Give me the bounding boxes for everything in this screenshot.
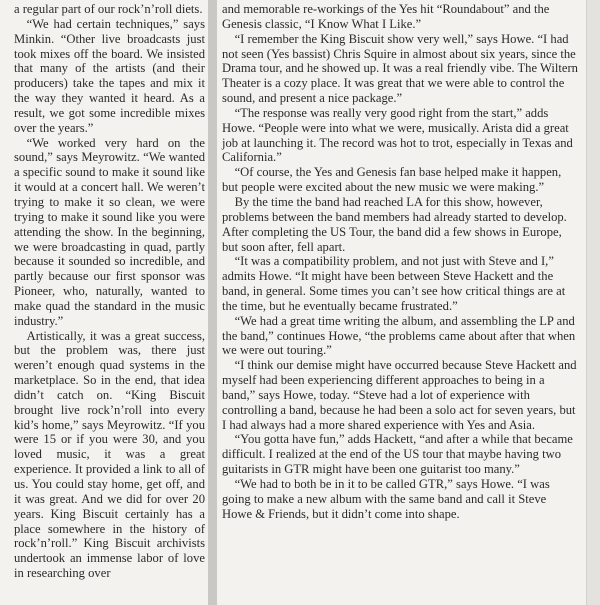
paragraph: a regular part of our rock’n’roll diets. — [14, 2, 203, 16]
paragraph: “We worked very hard on the sound,” says Meyrowitz. “We wanted a specific sound to make it sound like it would at a concert hall. We weren’t trying to make it so clean, we were trying to make it sound like you were attending the show. In the beginning, we were broadcasting in quad, partly because it sounded so incredible, and partly because our first sponsor was Pioneer, who, naturally, wanted to make quad the standard in the music industry.” — [14, 135, 205, 328]
paragraph: “You gotta have fun,” adds Hackett, “and after a while that became difficult. I realized at the end of the US tour that maybe having two guitarists in GTR might have been one guitarist too many.” — [222, 432, 573, 477]
paragraph: “It was a compatibility problem, and not just with Steve and I,” admits Howe. “It might have been between Steve Hackett and the band, in general. Some times you can’t see how critical things are at the time, but he eventually became frustrated.” — [222, 254, 566, 313]
paragraph: “The response was really very good right from the start,” adds Howe. “People were into what we were, musically. Arista did a great job at launching it. The record was hot to trot, especially in Texas and California.” — [222, 105, 573, 165]
paragraph: “I remember the King Biscuit show very well,” says Howe. “I had not seen (Yes bassist) Chris Squire in almost about six years, since the Drama tour, and he showed up. It was a real friendly vibe. The Wiltern Theater is a cozy place. It was great that we were able to control the sound, and present a nice package.” — [222, 31, 578, 106]
left-column — [14, 2, 205, 581]
paragraph: “We had to both be in it to be called GTR,” says Howe. “I was going to make a new album with the same band and call it Steve Howe & Friends, but it didn’t come into shape. — [222, 477, 550, 521]
paragraph: “Of course, the Yes and Genesis fan base helped make it happen, but people were excited about the new music we were making.” — [222, 165, 562, 195]
column-divider — [208, 0, 217, 605]
paragraph: and memorable re-workings of the Yes hit “Roundabout” and the Genesis classic, “I Know What I Like.” — [222, 2, 550, 31]
right-column — [222, 2, 578, 522]
page-edge-strip — [586, 0, 600, 605]
paragraph: By the time the band had reached LA for this show, however, problems between the band members had already started to develop. After completing the US Tour, the band did a few shows in Europe, but soon after, fell apart. — [222, 194, 567, 254]
paragraph: “We had a great time writing the album, and assembling the LP and the band,” continues Howe, “the problems came about after that when we were out touring.” — [222, 313, 576, 358]
paragraph: “I think our demise might have occurred because Steve Hackett and myself had been experiencing different approaches to being in a band,” says Howe, today. “Steve had a lot of experience with controlling a band, because he had been a solo act for seven years, but I had always had a more shared experience with Yes and Asia. — [222, 358, 577, 432]
paragraph: “We had certain techniques,” says Minkin. “Other live broadcasts just took mixes off the board. We insisted that many of the artists (and their producers) take the tapes and mix it the way they wanted it heard. As a result, we got some incredible mixes over the years.” — [14, 16, 205, 135]
paragraph: Artistically, it was a great success, but the problem was, there just weren’t enough quad systems in the marketplace. So in the end, that idea didn’t catch on. “King Biscuit brought live rock’n’roll into every kid’s home,” says Meyrowitz. “If you were 15 or if you were 30, and you loved music, it was a great experience. It provided a link to all of us. You could stay home, get off, and it was great. And we did for over 20 years. King Biscuit certainly has a place somewhere in the history of rock’n’roll.” King Biscuit archivists undertook an immense labor of love in researching over — [14, 328, 205, 581]
